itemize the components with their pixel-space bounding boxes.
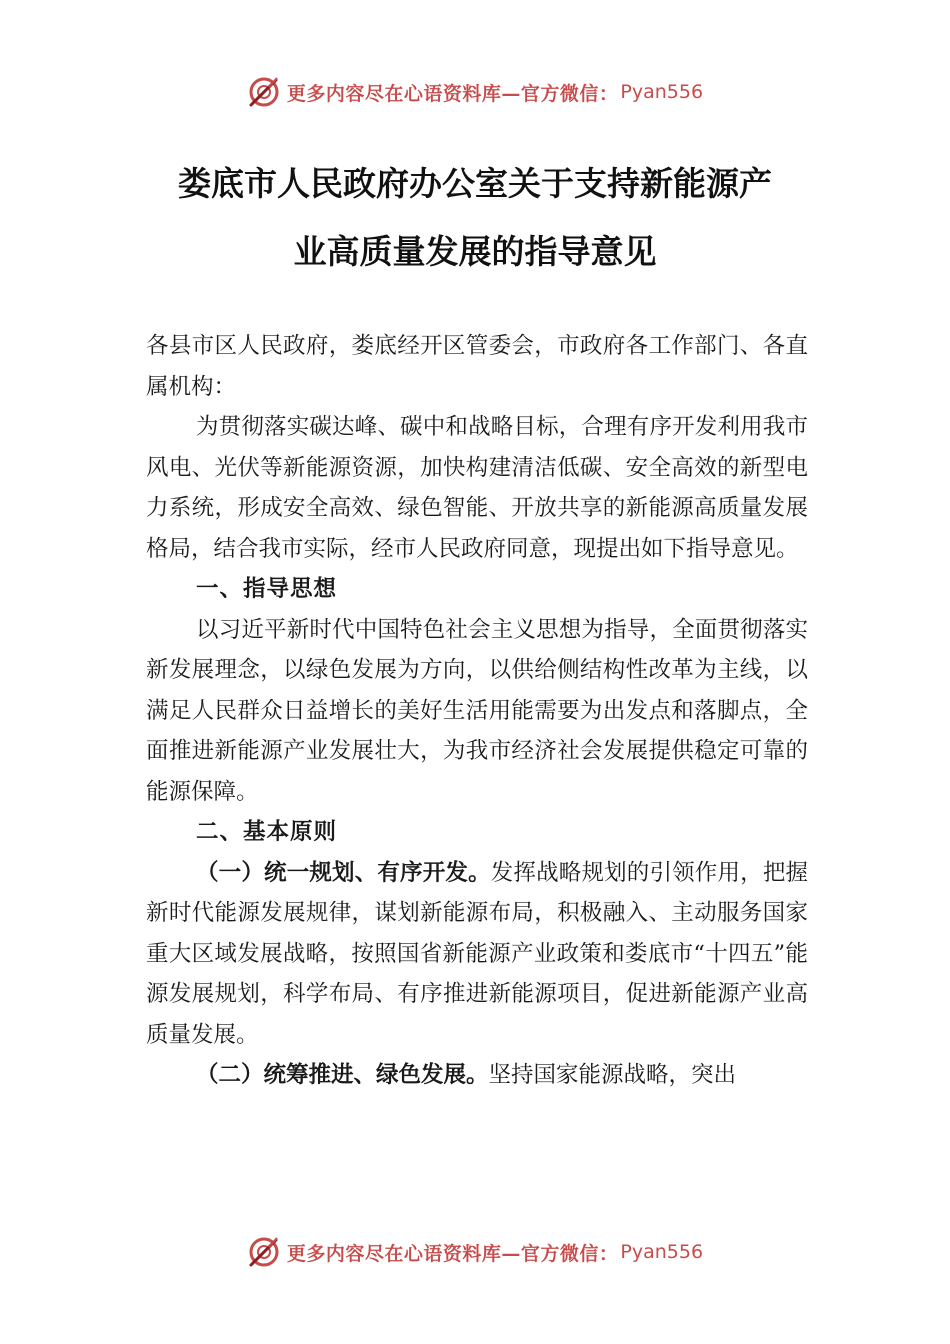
principle-2-lead: （二）统筹推进、绿色发展。 [196, 1062, 489, 1088]
watermark-text: 更多内容尽在心语资料库—官方微信： [286, 1242, 619, 1265]
watermark-banner-top [0, 72, 950, 112]
watermark-banner-bottom [0, 1232, 950, 1272]
intro-paragraph: 为贯彻落实碳达峰、碳中和战略目标，合理有序开发利用我市风电、光伏等新能源资源，加快构建清洁低碳、安全高效的新型电力系统，形成安全高效、绿色智能、开放共享的新能源高质量发展格局，结合我市实际，经市人民政府同意，现提出如下指导意见。 [146, 414, 808, 562]
watermark-wechat-id: Pyan556 [620, 81, 704, 103]
principle-2-text: 坚持国家能源战略，突出 [488, 1062, 737, 1088]
document-body [146, 326, 808, 1096]
section-heading-basic-principles: 二、基本原则 [196, 819, 338, 845]
salutation: 各县市区人民政府，娄底经开区管委会，市政府各工作部门、各直属机构： [146, 333, 808, 400]
principle-1-text: 发挥战略规划的引领作用，把握新时代能源发展规律，谋划新能源布局，积极融入、主动服务国家重大区域发展战略，按照国省新能源产业政策和娄底市“十四五”能源发展规划，科学布局、有序推进新能源项目，促进新能源产业高质量发展。 [146, 859, 808, 1048]
watermark-wechat-id: Pyan556 [620, 1241, 704, 1263]
principle-1-lead: （一）统一规划、有序开发。 [196, 859, 491, 886]
principle-1-paragraph [146, 853, 808, 1056]
section-heading-guiding-ideology: 一、指导思想 [196, 576, 338, 602]
brush-logo-icon [247, 75, 281, 109]
brush-logo-icon [247, 1235, 281, 1269]
guiding-ideology-paragraph: 以习近平新时代中国特色社会主义思想为指导，全面贯彻落实新发展理念，以绿色发展为方向，以供给侧结构性改革为主线，以满足人民群众日益增长的美好生活用能需要为出发点和落脚点，全面推进新能源产业发展壮大，为我市经济社会发展提供稳定可靠的能源保障。 [146, 616, 808, 805]
principle-2-paragraph [146, 1055, 808, 1096]
document-title-line1: 娄底市人民政府办公室关于支持新能源产 [178, 164, 772, 203]
watermark-text: 更多内容尽在心语资料库—官方微信： [286, 82, 619, 105]
document-title-line2: 业高质量发展的指导意见 [293, 232, 657, 271]
